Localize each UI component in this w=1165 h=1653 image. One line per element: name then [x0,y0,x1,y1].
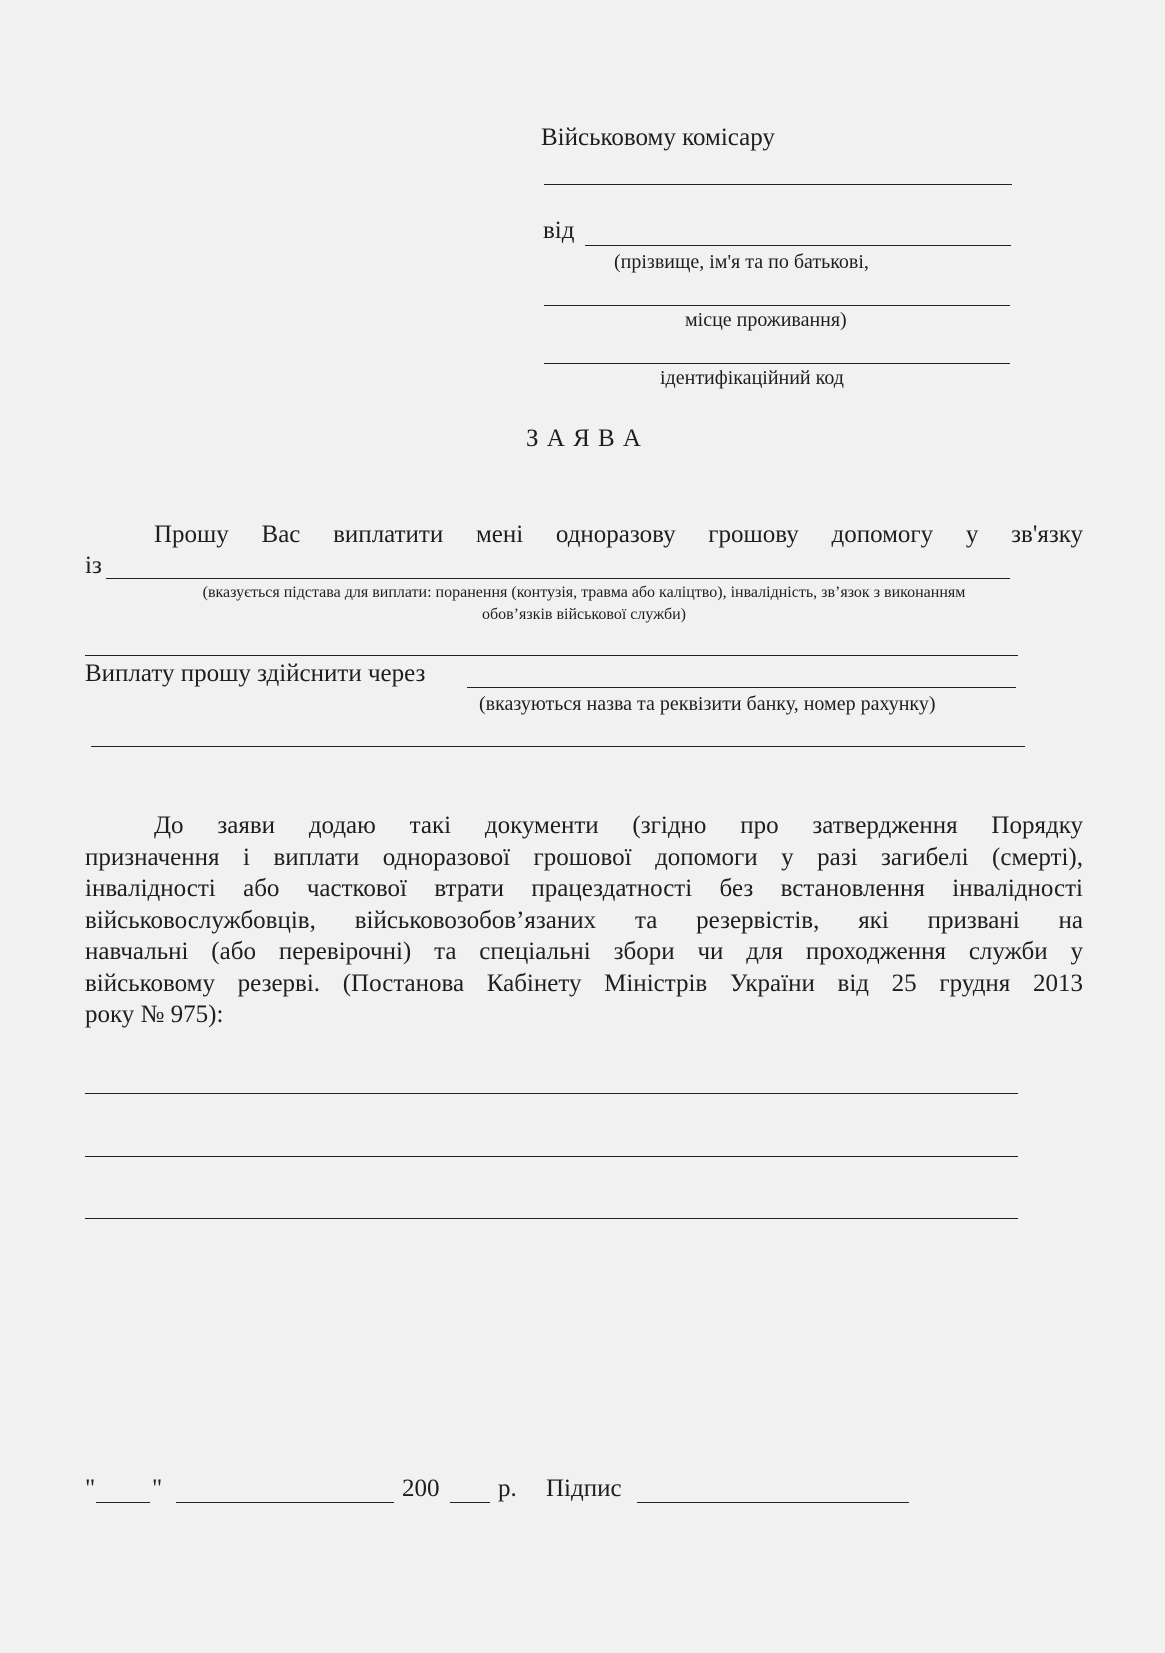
documents-line: інвалідності або часткової втрати працездатності без встановлення інвалідності [85,875,1083,902]
signature-line[interactable] [637,1502,909,1503]
commissar-line[interactable] [544,184,1012,185]
documents-line: року № 975): [85,1001,224,1028]
from-label: від [543,217,575,244]
residence-line[interactable] [544,305,1010,306]
year-prefix: 200 [402,1475,440,1502]
document-entry-line[interactable] [85,1156,1018,1157]
bank-details-hint: (вказуються назва та реквізити банку, номер рахунку) [479,693,936,715]
residence-hint: місце проживання) [685,309,847,331]
full-name-line[interactable] [585,245,1011,246]
documents-line: військовослужбовців, військовозобов’язаних та резервістів, які призвані на [85,906,1083,934]
documents-line: навчальні (або перевірочні) та спеціальні збори чи для проходження служби у [85,938,1083,965]
document-entry-line[interactable] [85,1218,1018,1219]
bank-details-line[interactable] [467,687,1016,688]
payment-label: Виплату прошу здійснити через [85,660,426,687]
document-entry-line[interactable] [85,1093,1018,1094]
documents-paragraph [85,810,1083,1031]
reason-line-2[interactable] [85,655,1018,656]
reason-line[interactable] [106,578,1010,579]
quote-open: " [85,1475,96,1502]
request-text: Прошу Вас виплатити мені одноразову грошову допомогу у зв'язку [154,521,1083,548]
year-suffix: р. [498,1475,517,1502]
page-title: З А Я В А [526,425,642,452]
day-line[interactable] [96,1502,150,1503]
tax-id-hint: ідентифікаційний код [660,367,844,389]
quote-close: " [152,1475,163,1502]
month-line[interactable] [176,1502,394,1503]
request-prefix: із [85,552,102,579]
signature-label: Підпис [546,1475,622,1502]
name-hint: (прізвище, ім'я та по батькові, [614,251,869,273]
tax-id-line[interactable] [544,363,1010,364]
bank-details-line-2[interactable] [91,746,1025,747]
documents-line: До заяви додаю такі документи (згідно про затвердження Порядку [154,812,1083,839]
addressee: Військовому комісару [541,124,775,151]
year-line[interactable] [450,1502,490,1503]
documents-line: військовому резерві. (Постанова Кабінету Міністрів України від 25 грудня 2013 [85,969,1083,997]
reason-hint-1: (вказується підстава для виплати: поранення (контузія, травма або каліцтво), інвалідність, зв’язок з виконанням [202,584,966,601]
documents-line: призначення і виплати одноразової грошової допомоги у разі загибелі (смерті), [85,843,1083,871]
reason-hint-2: обов’язків військової служби) [481,606,687,623]
